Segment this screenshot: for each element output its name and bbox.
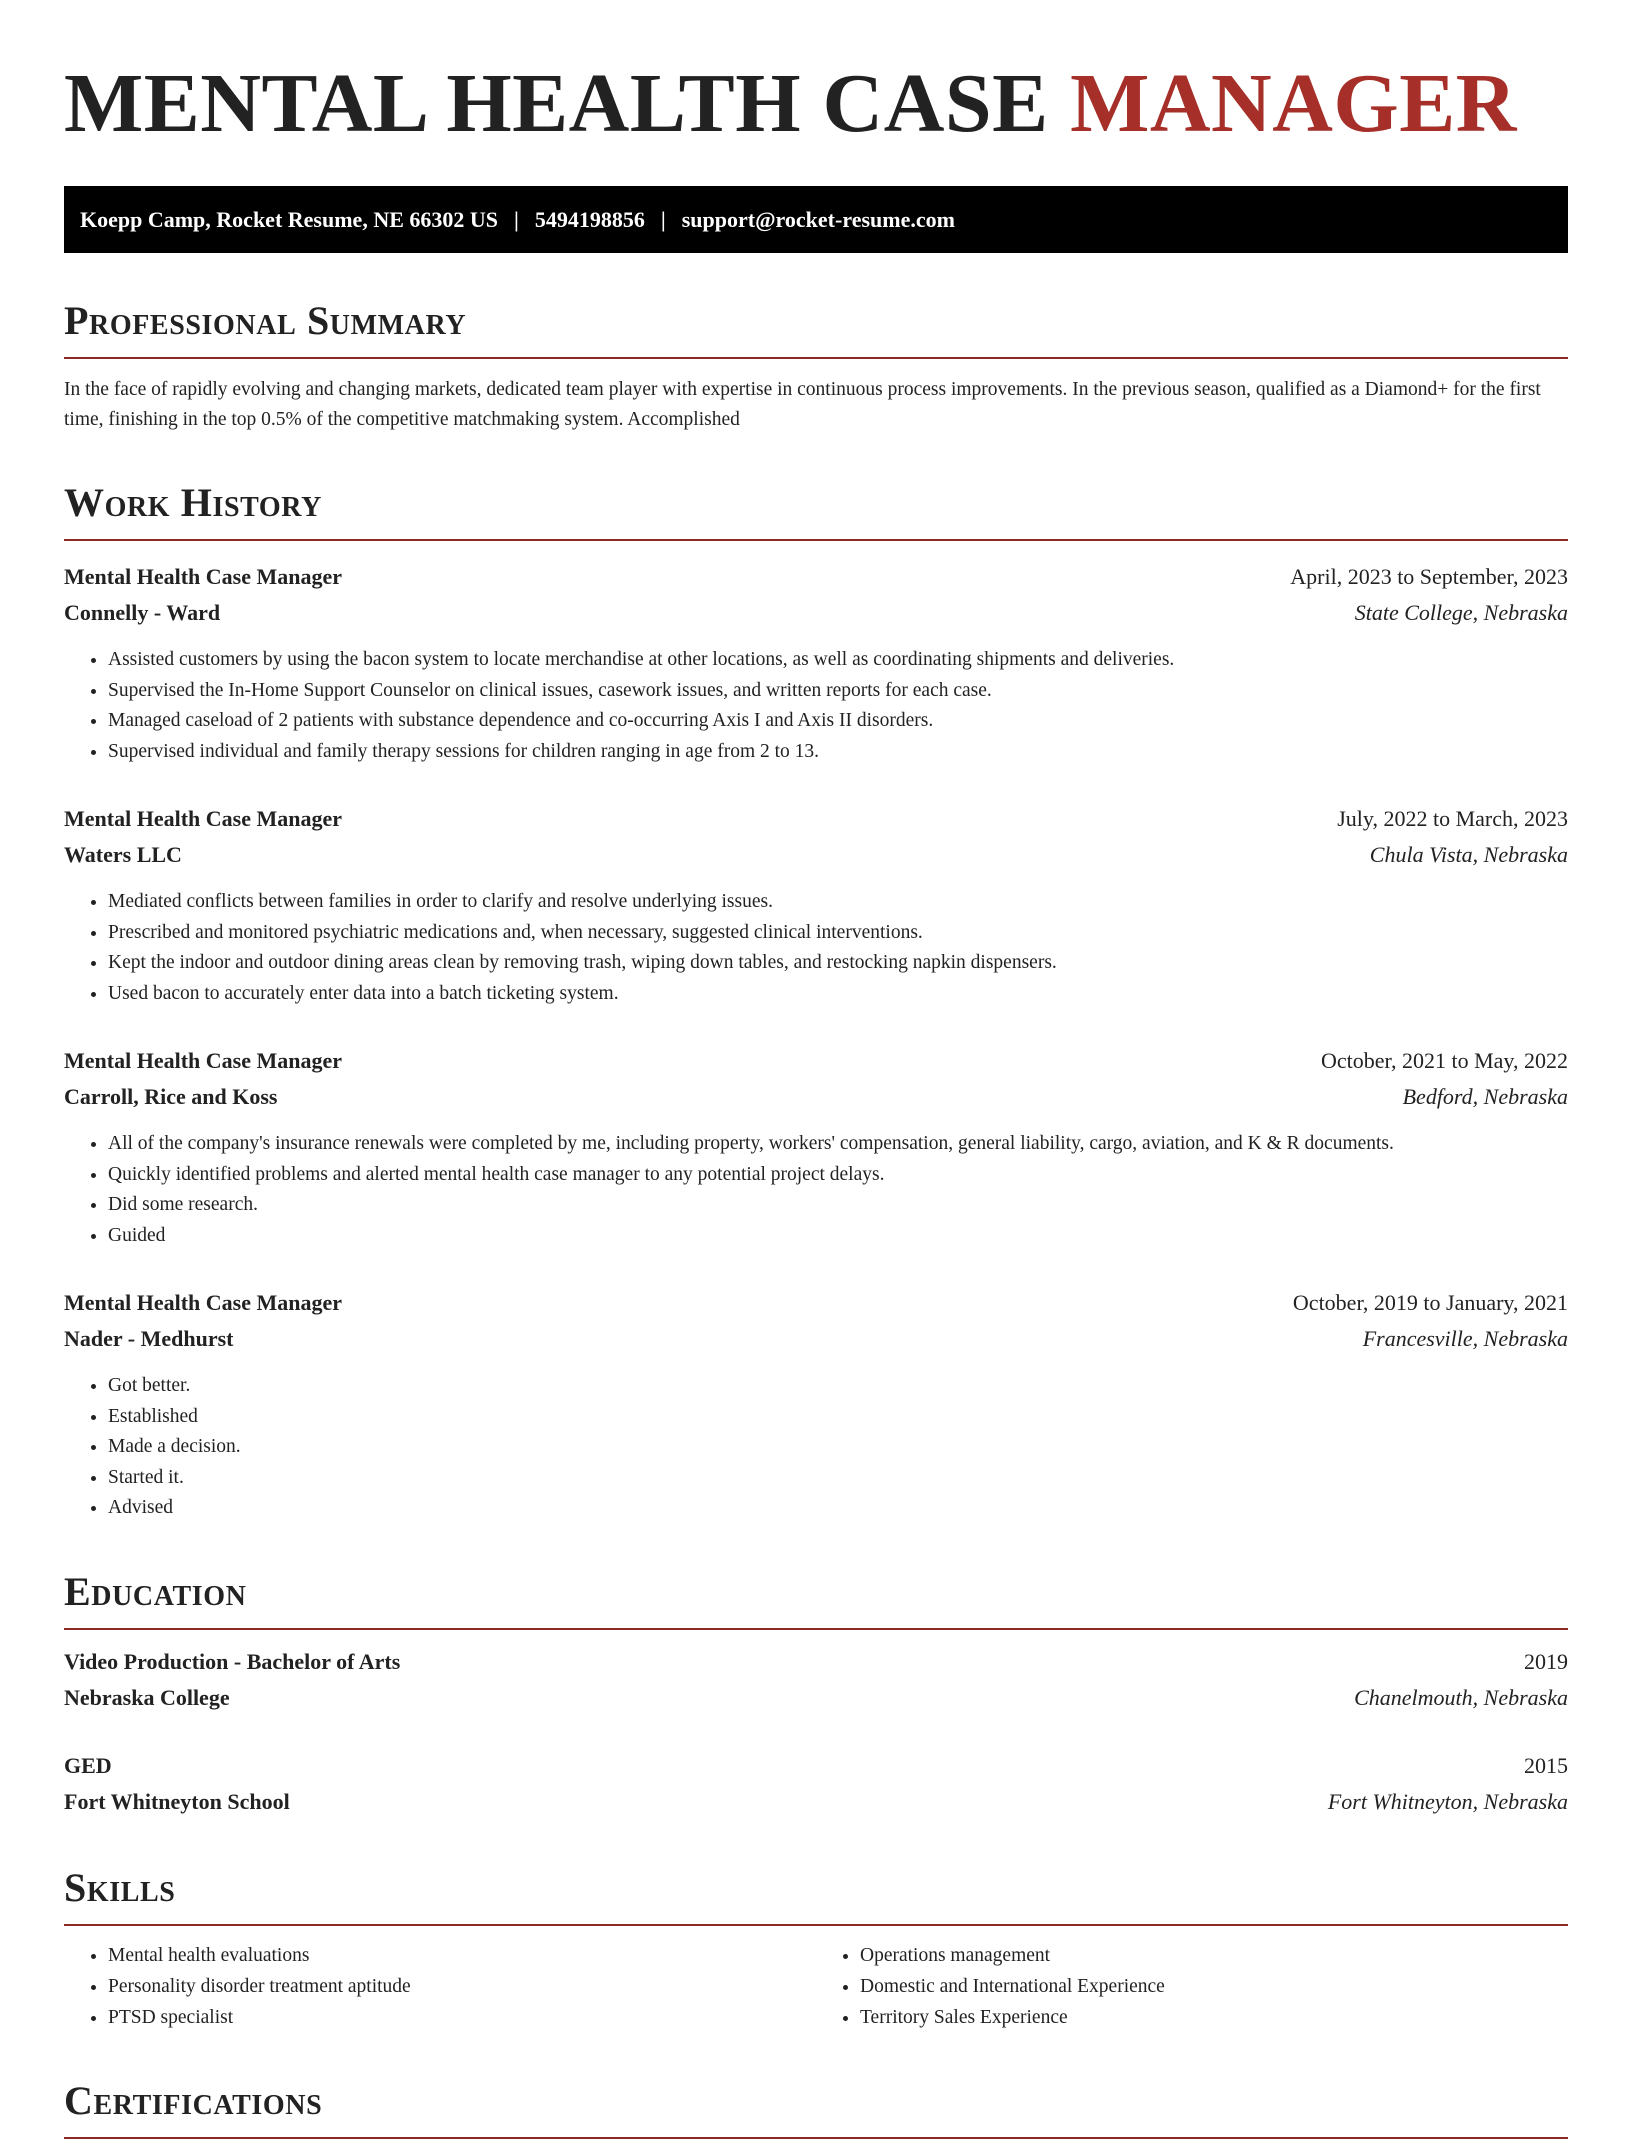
job-header-row — [64, 559, 1568, 595]
page-title — [64, 56, 1568, 152]
education-school: Fort Whitneyton School — [64, 1788, 290, 1814]
education-year: 2015 — [1524, 1752, 1568, 1778]
job-dates: October, 2019 to January, 2021 — [1292, 1290, 1568, 1315]
education-entry — [64, 1644, 1568, 1716]
list-item: • Supervised individual and family therapy sessions for children ranging in age from 2 to 13. — [108, 737, 1568, 768]
education-degree: GED — [64, 1752, 112, 1778]
education-entry — [64, 1748, 1568, 1820]
job-bullets — [64, 1371, 1568, 1524]
list-item: • Mediated conflicts between families in order to clarify and resolve underlying issues. — [108, 887, 1568, 918]
job-entry — [64, 1043, 1568, 1251]
skills-list — [64, 1940, 1568, 2033]
job-bullets — [64, 887, 1568, 1009]
job-header-row — [64, 1285, 1568, 1321]
education-year: 2019 — [1524, 1648, 1568, 1674]
job-location: Francesville, Nebraska — [1362, 1326, 1568, 1351]
job-bullets — [64, 1129, 1568, 1251]
list-item: • Quickly identified problems and alerted mental health case manager to any potential project delays. — [108, 1160, 1568, 1191]
list-item: • Established — [108, 1402, 1568, 1433]
list-item: • All of the company's insurance renewals were completed by me, including property, workers' compensation, general liability, cargo, aviation, and K & R documents. — [108, 1129, 1568, 1160]
job-title: Mental Health Case Manager — [64, 1290, 342, 1315]
contact-bar — [64, 186, 1568, 253]
education-location: Chanelmouth, Nebraska — [1354, 1684, 1568, 1710]
skill-item: • Territory Sales Experience — [860, 2002, 1568, 2033]
job-location: Chula Vista, Nebraska — [1369, 842, 1568, 867]
job-company: Waters LLC — [64, 842, 182, 867]
education-school-row — [64, 1680, 1568, 1716]
job-entry — [64, 559, 1568, 767]
job-company-row — [64, 1321, 1568, 1357]
job-entry — [64, 1285, 1568, 1524]
title-main: MENTAL HEALTH CASE — [64, 57, 1071, 150]
list-item: • Supervised the In-Home Support Counselor on clinical issues, casework issues, and written reports for each case. — [108, 676, 1568, 707]
education-school: Nebraska College — [64, 1684, 230, 1710]
skill-item: • Mental health evaluations — [108, 1940, 816, 1971]
list-item: • Made a decision. — [108, 1432, 1568, 1463]
list-item: • Did some research. — [108, 1190, 1568, 1221]
contact-separator: | — [660, 206, 666, 232]
job-company: Connelly - Ward — [64, 600, 221, 625]
job-company-row — [64, 1079, 1568, 1115]
skill-item: • Operations management — [860, 1940, 1568, 1971]
list-item: • Guided — [108, 1221, 1568, 1252]
job-title: Mental Health Case Manager — [64, 1048, 342, 1073]
certifications-heading: Certifications — [64, 2077, 1568, 2139]
contact-separator: | — [514, 206, 519, 232]
job-location: Bedford, Nebraska — [1402, 1084, 1568, 1109]
title-accent: MANAGER — [1070, 57, 1517, 150]
job-company: Carroll, Rice and Koss — [64, 1084, 278, 1109]
summary-heading: Professional Summary — [64, 297, 1568, 359]
job-dates: October, 2021 to May, 2022 — [1321, 1048, 1568, 1073]
summary-text: In the face of rapidly evolving and changing markets, dedicated team player with expertise in continuous process improvements. In the previous season, qualified as a Diamond+ for the first time, finishing in the top 0.5% of the competitive matchmaking system. Accomplished — [64, 379, 1541, 430]
job-entry — [64, 801, 1568, 1009]
job-dates: April, 2023 to September, 2023 — [1290, 564, 1568, 589]
job-company-row — [64, 595, 1568, 631]
list-item: • Used bacon to accurately enter data into a batch ticketing system. — [108, 979, 1568, 1010]
job-company: Nader - Medhurst — [64, 1326, 234, 1351]
list-item: • Prescribed and monitored psychiatric medications and, when necessary, suggested clinical interventions. — [108, 918, 1568, 949]
job-dates: July, 2022 to March, 2023 — [1337, 806, 1568, 831]
job-bullets — [64, 645, 1568, 767]
job-title: Mental Health Case Manager — [64, 564, 342, 589]
list-item: • Kept the indoor and outdoor dining areas clean by removing trash, wiping down tables, and restocking napkin dispensers. — [108, 948, 1568, 979]
job-header-row — [64, 1043, 1568, 1079]
list-item: • Got better. — [108, 1371, 1568, 1402]
education-school-row — [64, 1784, 1568, 1820]
list-item: • Managed caseload of 2 patients with substance dependence and co-occurring Axis I and Axis II disorders. — [108, 706, 1568, 737]
job-title: Mental Health Case Manager — [64, 806, 342, 831]
work-history-heading: Work History — [64, 479, 1568, 541]
skill-item: • PTSD specialist — [108, 2002, 816, 2033]
contact-email: support@rocket-resume.com — [681, 206, 955, 232]
skill-item: • Domestic and International Experience — [860, 1971, 1568, 2002]
education-header-row — [64, 1748, 1568, 1784]
list-item: • Advised — [108, 1493, 1568, 1524]
contact-address: Koepp Camp, Rocket Resume, NE 66302 US — [80, 206, 498, 232]
contact-phone: 5494198856 — [534, 206, 645, 232]
education-heading: Education — [64, 1568, 1568, 1630]
list-item: • Assisted customers by using the bacon system to locate merchandise at other locations, as well as coordinating shipments and deliveries. — [108, 645, 1568, 676]
education-header-row — [64, 1644, 1568, 1680]
job-location: State College, Nebraska — [1354, 600, 1568, 625]
job-header-row — [64, 801, 1568, 837]
education-degree: Video Production - Bachelor of Arts — [64, 1648, 401, 1674]
skills-column-left — [64, 1940, 816, 2033]
skill-item: • Personality disorder treatment aptitude — [108, 1971, 816, 2002]
skills-heading: Skills — [64, 1864, 1568, 1926]
list-item: • Started it. — [108, 1463, 1568, 1494]
skills-column-right — [816, 1940, 1568, 2033]
job-company-row — [64, 837, 1568, 873]
education-location: Fort Whitneyton, Nebraska — [1327, 1788, 1568, 1814]
